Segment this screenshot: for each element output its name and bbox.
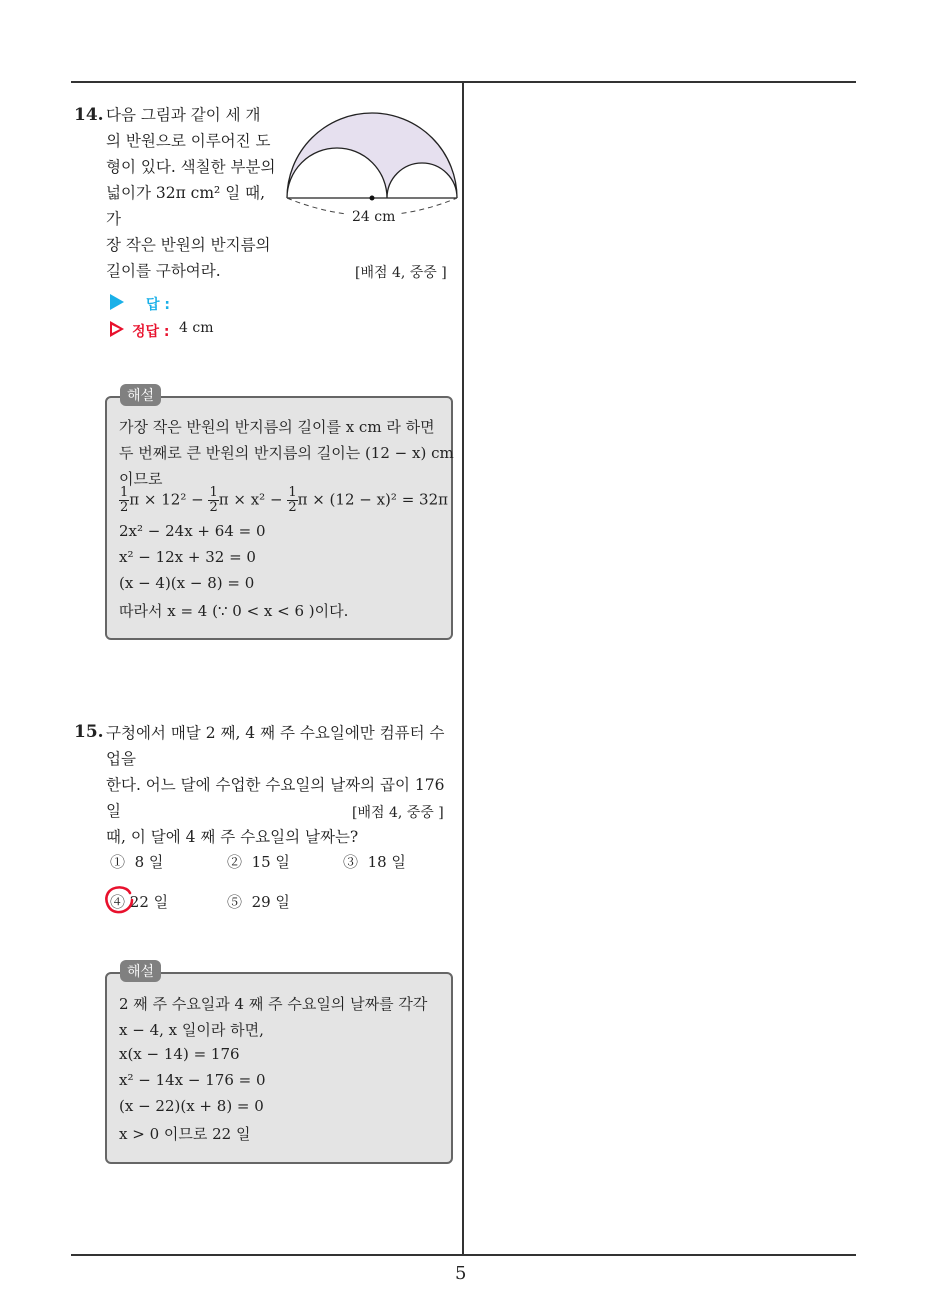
solution-line: x² − 14x − 176 = 0 <box>119 1071 266 1089</box>
solution-line: (x − 4)(x − 8) = 0 <box>119 574 255 592</box>
q15-line: 한다. 어느 달에 수업한 수요일의 날짜의 곱이 176 일 <box>106 776 445 820</box>
choice-text: 8 일 <box>134 853 164 871</box>
choice-text: 22 일 <box>129 893 169 911</box>
page-number: 5 <box>455 1263 467 1284</box>
q15-score: [배점 4, 중중 ] <box>352 805 444 821</box>
fraction: $\frac{1}{2}$ <box>120 485 129 515</box>
choice-text: 29 일 <box>251 893 290 911</box>
q14-line: 길이를 구하여라. <box>106 262 221 280</box>
choice-3[interactable] <box>343 851 406 872</box>
q14-solution-box <box>105 396 453 640</box>
solution-line: 가장 작은 반원의 반지름의 길이를 x cm 라 하면 <box>119 418 435 436</box>
choice-1[interactable] <box>110 851 163 872</box>
equation-part: π × (12 − x)² = 32π <box>297 490 448 509</box>
choice-mark: ① <box>110 853 126 871</box>
q14-line: 넓이가 32π cm² 일 때, 가 <box>106 184 266 228</box>
choice-mark: ④ <box>110 893 126 911</box>
q14-score: [배점 4, 중중 ] <box>355 265 447 281</box>
choice-mark: ② <box>227 853 243 871</box>
solution-line: x(x − 14) = 176 <box>119 1045 240 1063</box>
solution-equation <box>119 486 448 515</box>
solution-line: 2x² − 24x + 64 = 0 <box>119 522 266 540</box>
correct-arrow-inner <box>112 325 120 333</box>
solution-line: x − 4, x 일이라 하면, <box>119 1021 264 1039</box>
q15-line: 때, 이 달에 4 째 주 수요일의 날짜는? <box>106 828 359 846</box>
solution-line: x > 0 이므로 22 일 <box>119 1125 251 1143</box>
q14-figure-label: 24 cm <box>352 209 396 225</box>
q14-text <box>106 102 276 284</box>
q15-solution-box <box>105 972 453 1164</box>
choice-mark: ③ <box>343 853 359 871</box>
answer-arrow-icon <box>110 294 124 310</box>
fraction: $\frac{1}{2}$ <box>288 485 297 515</box>
solution-line: (x − 22)(x + 8) = 0 <box>119 1097 264 1115</box>
solution-line: 2 째 주 수요일과 4 째 주 수요일의 날짜를 각각 <box>119 995 428 1013</box>
solution-line: 따라서 x = 4 (∵ 0 < x < 6 )이다. <box>119 602 349 620</box>
solution-line: 이므로 <box>119 470 163 488</box>
q14-line: 형이 있다. 색칠한 부분의 <box>106 158 276 176</box>
column-divider <box>462 83 464 1255</box>
choice-2[interactable] <box>227 851 290 872</box>
q15-solution-tag: 해설 <box>120 960 161 982</box>
q14-correct-value: 4 cm <box>179 320 214 336</box>
q15-number: 15. <box>74 722 104 742</box>
q15-line: 구청에서 매달 2 째, 4 째 주 수요일에만 컴퓨터 수업을 <box>106 724 445 768</box>
choice-mark: ⑤ <box>227 893 243 911</box>
choice-text: 18 일 <box>367 853 406 871</box>
q14-correct-label: 정답 : <box>132 324 170 340</box>
answer-circle-icon <box>103 884 137 916</box>
q14-number: 14. <box>74 105 104 125</box>
q14-line: 다음 그림과 같이 세 개 <box>106 106 261 124</box>
equation-part: π × x² − <box>218 490 283 509</box>
bottom-rule <box>71 1254 856 1256</box>
top-rule <box>71 81 856 83</box>
q14-answer-label: 답 : <box>146 297 170 313</box>
choice-text: 15 일 <box>251 853 290 871</box>
q15-text <box>106 720 458 850</box>
solution-line: 두 번째로 큰 반원의 반지름의 길이는 (12 − x) cm <box>119 444 454 462</box>
q14-line: 장 작은 반원의 반지름의 <box>106 236 271 254</box>
equation-part: π × 12² − <box>129 490 204 509</box>
choice-5[interactable] <box>227 891 290 912</box>
q14-line: 의 반원으로 이루어진 도 <box>106 132 271 150</box>
solution-line: x² − 12x + 32 = 0 <box>119 548 256 566</box>
q14-solution-tag: 해설 <box>120 384 161 406</box>
fraction: $\frac{1}{2}$ <box>209 485 218 515</box>
